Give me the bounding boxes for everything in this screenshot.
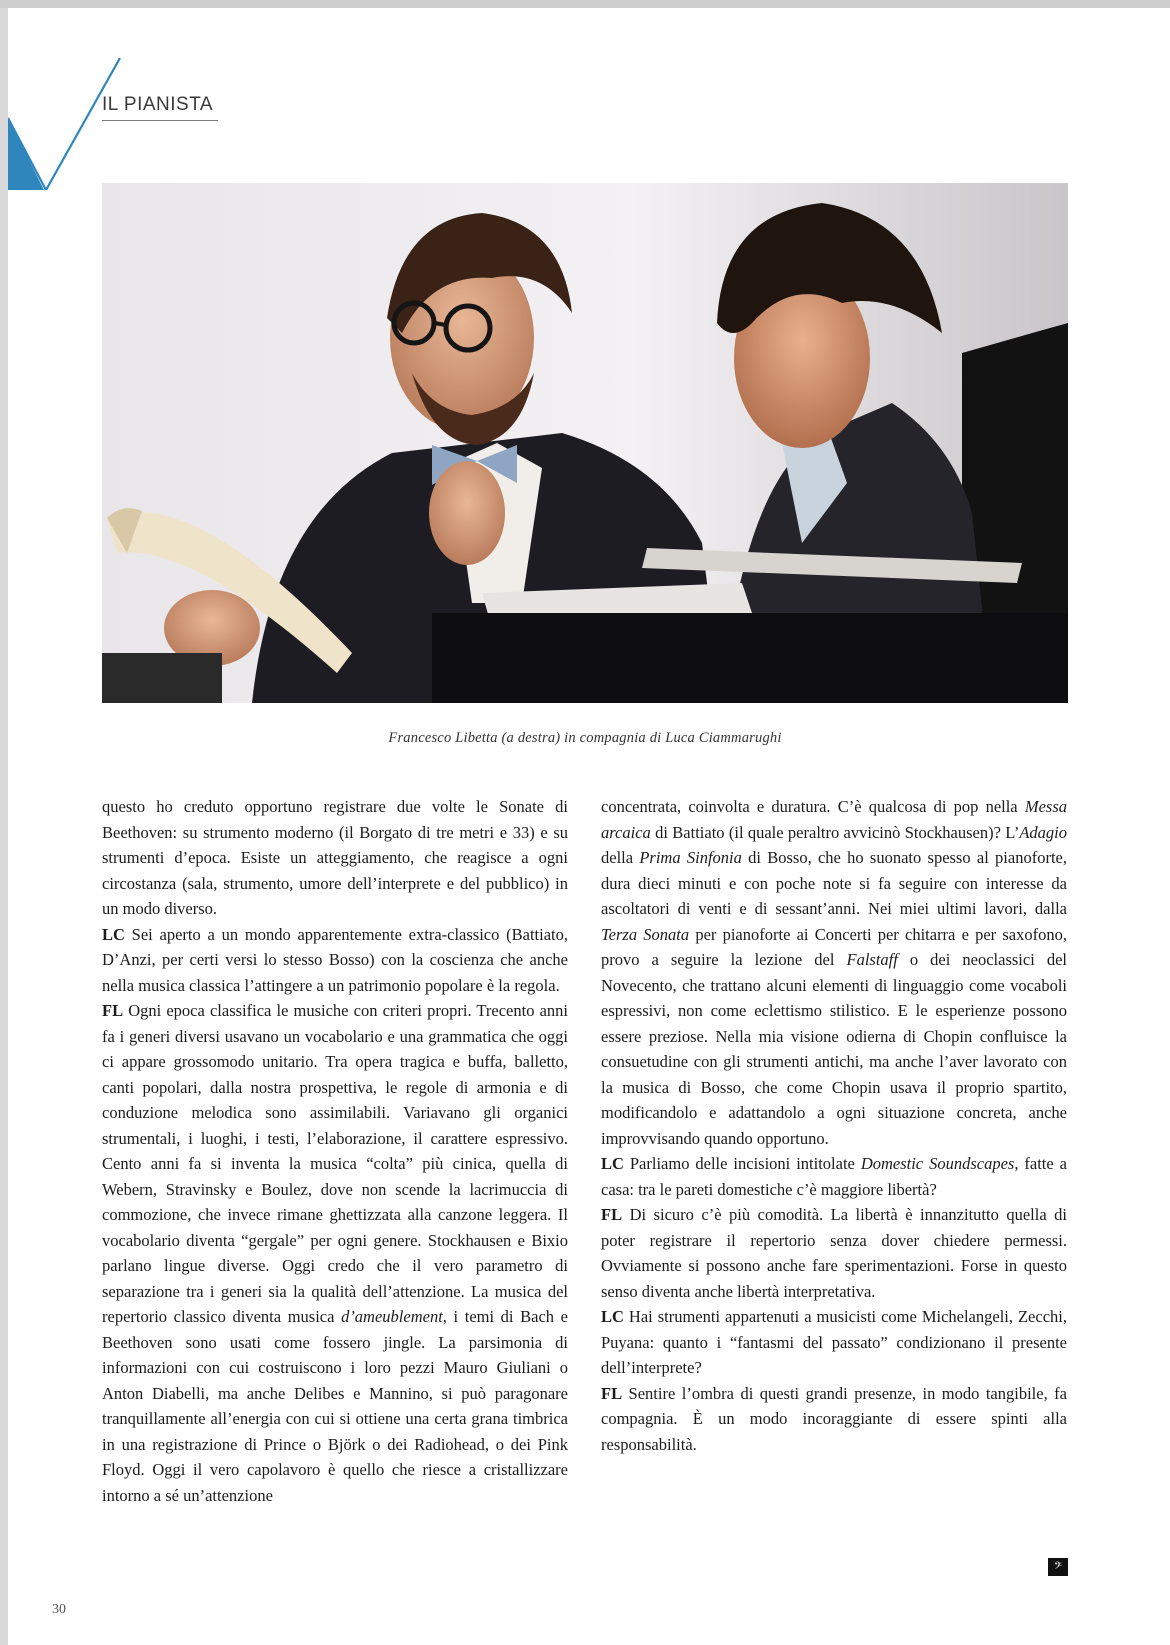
speaker-initials: FL	[601, 1383, 623, 1403]
article-column-left	[102, 794, 568, 1508]
photo-caption: Francesco Libetta (a destra) in compagnia di Luca Ciammarughi	[388, 730, 782, 746]
body-text: per pianoforte ai Concerti per chitarra e per saxofono, provo a seguire la lezione del	[601, 924, 1067, 969]
article-paragraph	[601, 794, 1067, 1151]
section-title: IL PIANISTA	[102, 94, 218, 121]
speaker-initials: LC	[102, 924, 125, 944]
article-paragraph	[601, 1202, 1067, 1304]
article-column-right	[601, 794, 1067, 1457]
magazine-page	[8, 8, 1170, 1645]
speaker-initials: LC	[601, 1154, 624, 1173]
article-paragraph	[102, 922, 568, 999]
body-text: di Battiato (il quale peraltro avvicinò Stockhausen)? L’	[650, 822, 1020, 842]
italic-title-text: Messa arcaica	[601, 797, 1067, 842]
italic-title-text: Domestic Soundscapes	[860, 1154, 1015, 1173]
body-text: Hai strumenti appartenuti a musicisti come Michelangeli, Zecchi, Puyana: quanto i “fantasmi del passato” condizionano il presente dell’interprete?	[601, 1307, 1067, 1377]
speaker-initials: FL	[102, 1001, 124, 1020]
body-text: Ogni epoca classifica le musiche con criteri propri. Trecento anni fa i generi diversi usavano un vocabolario e una grammatica che oggi ci appare grossomodo unitario. Tra opera tragica e buffa, balletto, canti popolari, dalla nostra prospettiva, le regole di armonia e di conduzione melodica sono assimilabili. Variavano gli organici strumentali, i luoghi, i testi, l’elaborazione, il carattere espressivo. Cento anni fa si inventa la musica “colta” più cinica, quella di Webern, Stravinsky e Boulez, dove non scende la lacrimuccia di commozione, che invece rimane ghettizzata alla canzone leggera. Il vocabolario diventa “gergale” per ogni genere. Stockhausen e Bixio parlano lingue diverse. Oggi credo che il vero parametro di separazione tra i generi sia la qualità dell’attenzione. La musica del repertorio classico diventa musica	[102, 1001, 568, 1326]
body-text: questo ho creduto opportuno registrare due volte le Sonate di Beethoven: su strumento moderno (il Borgato di tre metri e 33) e su strumenti d’epoca. Esiste un atteggiamento, che reagisce a ogni circostanza (sala, strumento, umore dell’interprete e del pubblico) in un modo diverso.	[102, 797, 568, 918]
italic-title-text: d’ameublement	[341, 1307, 443, 1326]
body-text: di Bosso, che ho suonato spesso al pianoforte, dura dieci minuti e con poche note si fa seguire con interesse da ascoltatori di venti e di sessant’anni. Nei miei ultimi lavori, dalla	[601, 848, 1067, 918]
body-text: Sei aperto a un mondo apparentemente extra-classico (Battiato, D’Anzi, per certi versi lo stesso Bosso) con la coscienza che anche nella musica classica l’attingere a un patrimonio popolare è la regola.	[102, 924, 568, 995]
speaker-initials: LC	[601, 1307, 624, 1326]
body-text: , i temi di Bach e Beethoven sono usati come fossero jingle. La parsimonia di informazioni con cui costruiscono i loro pezzi Mauro Giuliani o Anton Diabelli, ma anche Delibes e Mannino, si può paragonare tranquillamente all’energia con cui si ottiene una certa grana timbrica in una registrazione di Prince o Björk o dei Radiohead, o dei Pink Floyd. Oggi il vero capolavoro è quello che riesce a cristallizzare intorno a sé un’attenzione	[102, 1307, 568, 1505]
body-text: Parliamo delle incisioni intitolate	[623, 1154, 861, 1173]
body-text: o dei neoclassici del Novecento, che trattano alcuni elementi di linguaggio come vocaboli espressivi, non come eclettismo stilistico. E le esperienze possono essere preziose. Nella mia visione odierna di Chopin confluisce la consuetudine con gli strumenti antichi, ma anche l’aver lavorato con la musica di Bosso, che come Chopin usava il proprio spartito, modificandolo e adattandolo a ogni situazione concreta, anche improvvisando quando opportuno.	[601, 950, 1067, 1148]
article-paragraph	[601, 1304, 1067, 1381]
italic-title-text: Falstaff	[846, 950, 898, 969]
article-paragraph	[102, 794, 568, 922]
body-text: concentrata, coinvolta e duratura. C’è qualcosa di pop nella	[601, 797, 1025, 816]
checkmark-logo-icon	[8, 58, 128, 190]
body-text: della	[601, 848, 640, 867]
body-text: Di sicuro c’è più comodità. La libertà è innanzitutto quella di poter registrare il repertorio senza dover chiedere permessi. Ovviamente si possono anche fare sperimentazioni. Forse in questo senso diventa anche libertà interpretativa.	[601, 1205, 1067, 1301]
body-text: , fatte a casa: tra le pareti domestiche c’è maggiore libertà?	[601, 1154, 1067, 1199]
article-photo	[102, 183, 1068, 703]
italic-title-text: Adagio	[1019, 822, 1067, 842]
end-of-article-icon: 𝄢	[1048, 1558, 1068, 1576]
speaker-initials: FL	[601, 1205, 623, 1224]
italic-title-text: Terza Sonata	[601, 924, 690, 944]
article-paragraph	[601, 1381, 1067, 1458]
article-paragraph	[601, 1151, 1067, 1202]
body-text: Sentire l’ombra di questi grandi presenze, in modo tangibile, fa compagnia. È un modo incoraggiante di essere spinti alla responsabilità.	[601, 1383, 1067, 1454]
page-top-band	[0, 0, 1170, 8]
italic-title-text: Prima Sinfonia	[639, 848, 742, 867]
article-paragraph	[102, 998, 568, 1508]
page-number: 30	[52, 1602, 66, 1617]
